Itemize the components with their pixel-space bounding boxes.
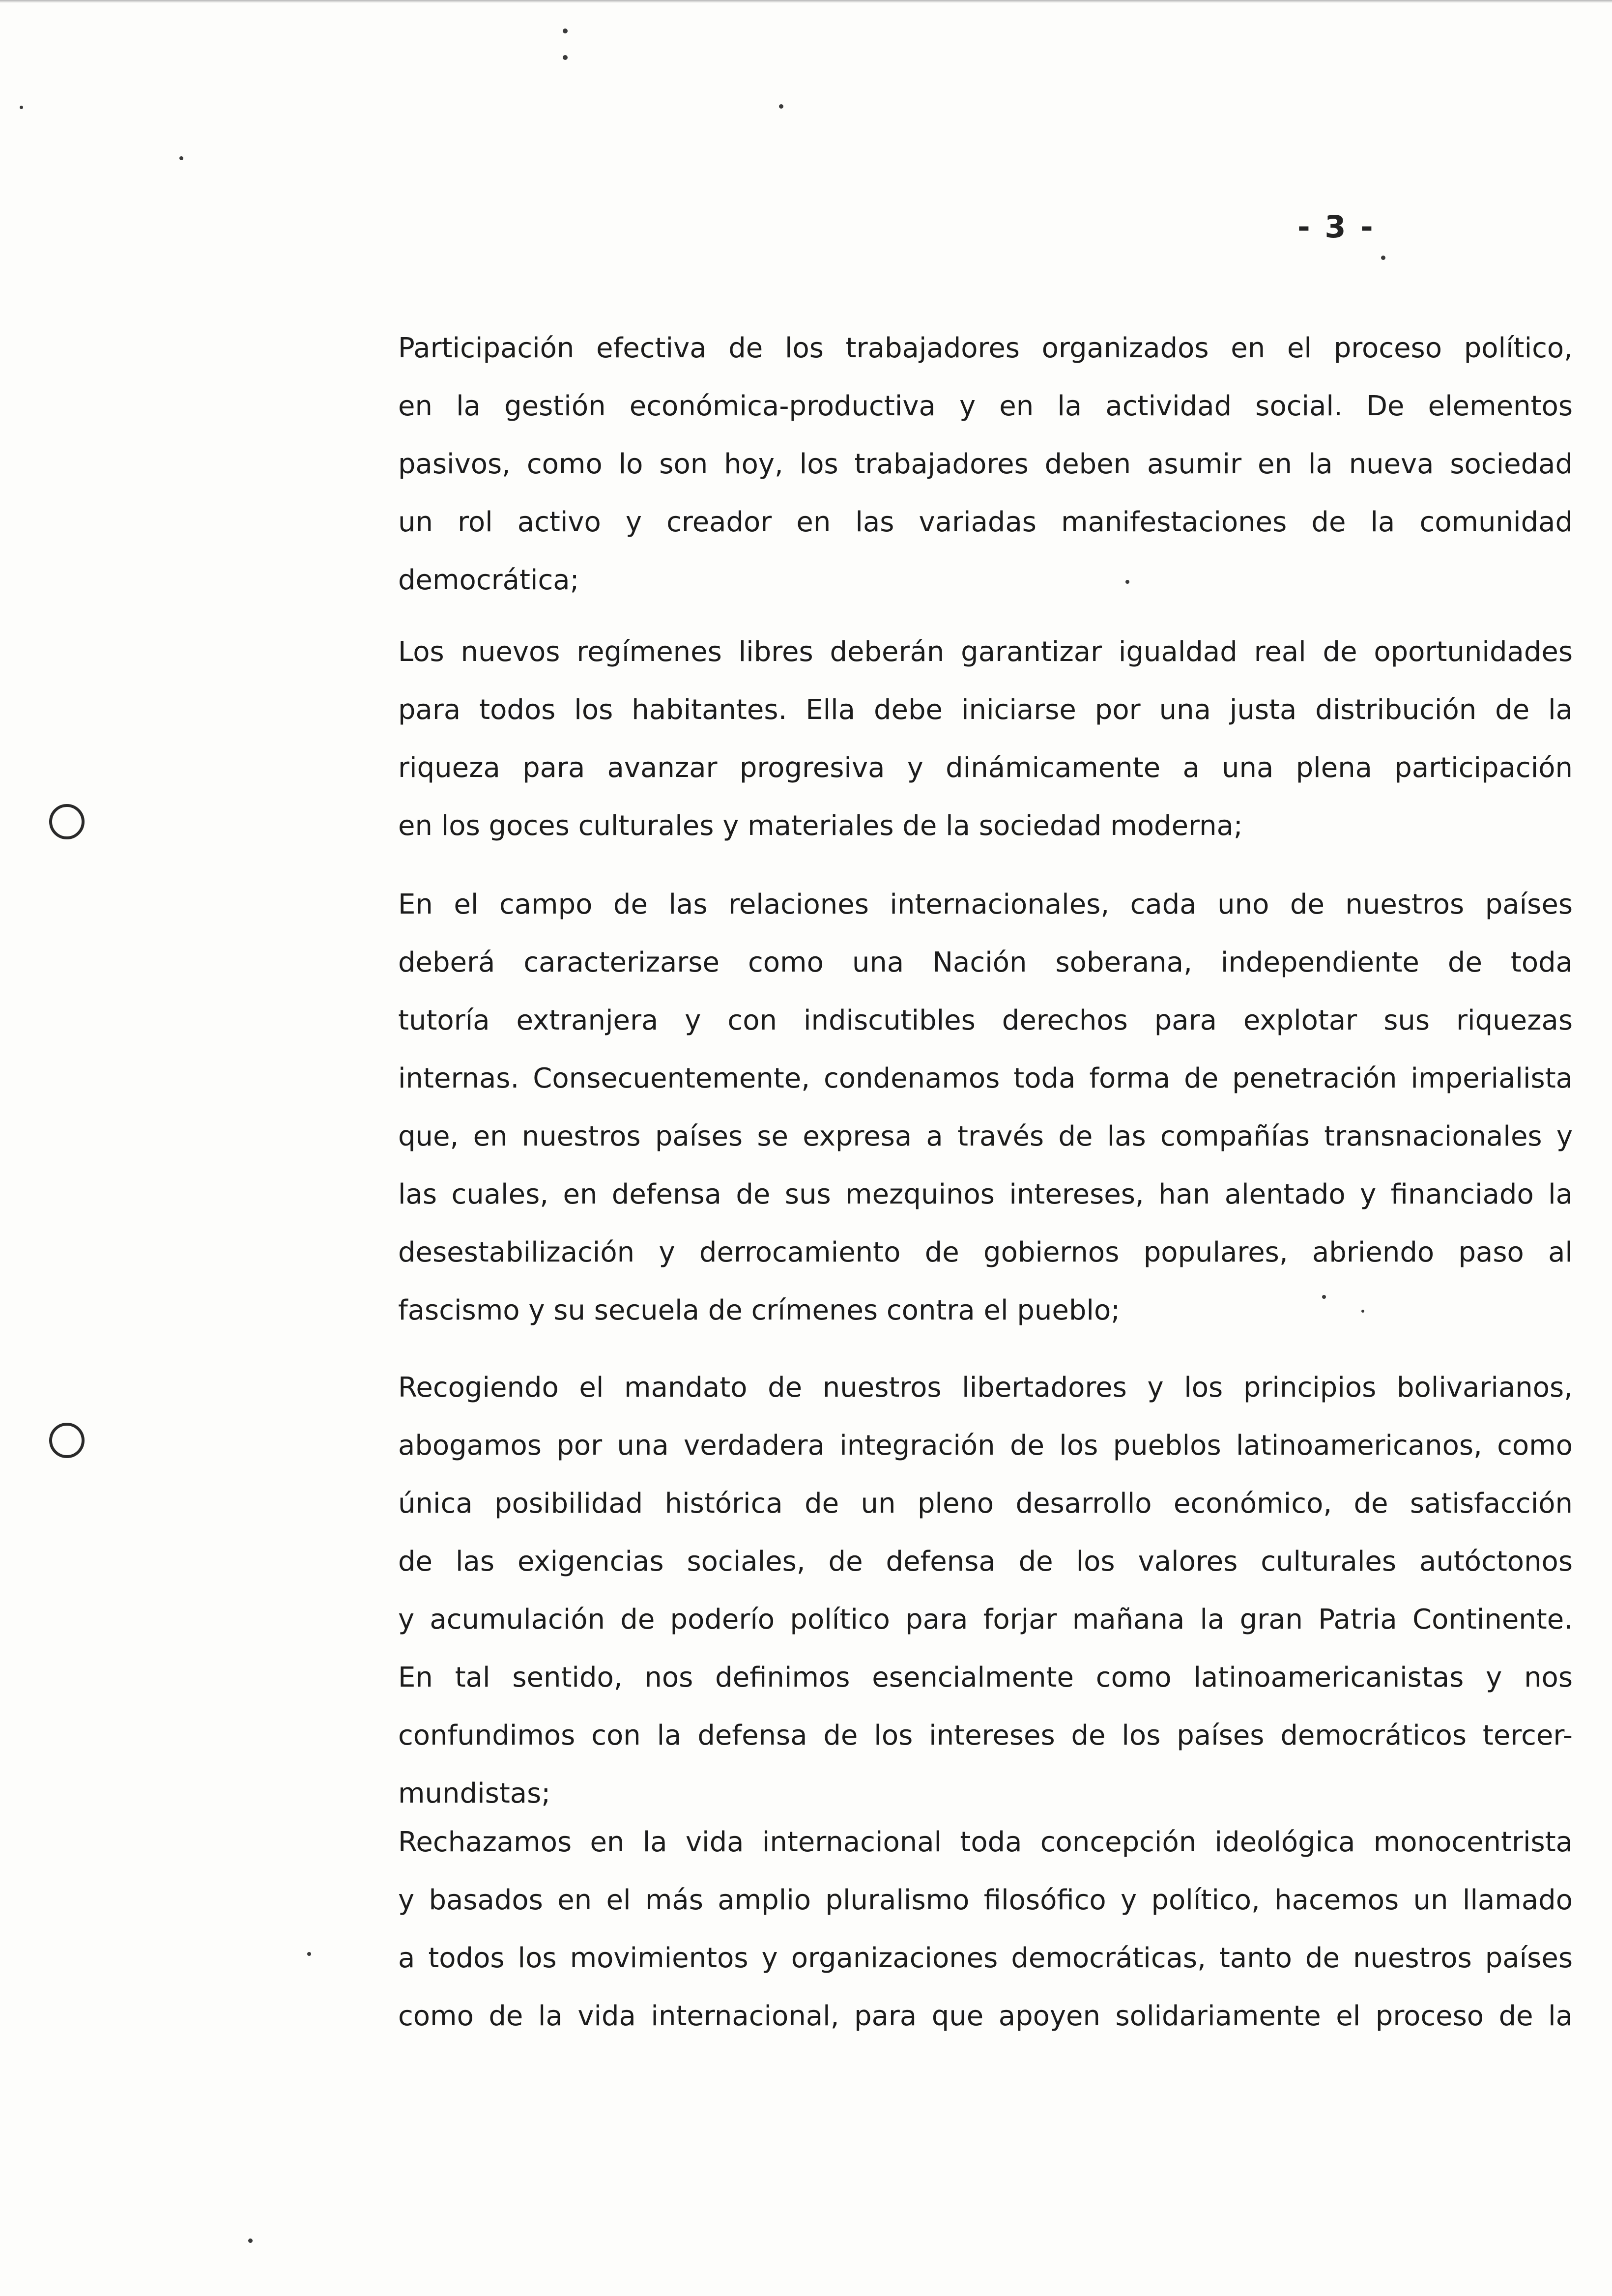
paragraph (398, 319, 1573, 609)
text-line: a todos los movimientos y organizaciones democráticas, tanto de nuestros países (398, 1942, 1573, 1974)
text-line: y basados en el más amplio pluralismo filosófico y político, hacemos un llamado (398, 1884, 1573, 1916)
text-line: confundimos con la defensa de los intereses de los países democráticos tercer- (398, 1720, 1573, 1751)
text-line: un rol activo y creador en las variadas manifestaciones de la comunidad (398, 506, 1573, 538)
paragraph (398, 623, 1573, 855)
scan-speck (563, 55, 568, 60)
text-line: como de la vida internacional, para que apoyen solidariamente el proceso de la (398, 2000, 1573, 2032)
text-line: internas. Consecuentemente, condenamos toda forma de penetración imperialista (398, 1062, 1573, 1094)
paragraph (398, 1359, 1573, 1823)
scan-speck (563, 29, 568, 33)
scan-speck (779, 104, 783, 109)
scan-top-edge (0, 0, 1612, 3)
text-line: Rechazamos en la vida internacional toda concepción ideológica monocentrista (398, 1826, 1573, 1858)
binder-hole (49, 804, 85, 839)
text-line: abogamos por una verdadera integración de los pueblos latinoamericanos, como (398, 1430, 1573, 1462)
text-line: de las exigencias sociales, de defensa de los valores culturales autóctonos (398, 1546, 1573, 1578)
text-line: Participación efectiva de los trabajadores organizados en el proceso político, (398, 332, 1573, 364)
text-line: democrática; (398, 564, 579, 596)
text-line: riqueza para avanzar progresiva y dinámicamente a una plena participación (398, 752, 1573, 784)
scan-speck (307, 1952, 311, 1956)
text-line: para todos los habitantes. Ella debe iniciarse por una justa distribución de la (398, 694, 1573, 726)
text-line: desestabilización y derrocamiento de gobiernos populares, abriendo paso al (398, 1236, 1573, 1268)
binder-hole (49, 1423, 85, 1458)
text-line: las cuales, en defensa de sus mezquinos intereses, han alentado y financiado la (398, 1178, 1573, 1210)
text-line: En el campo de las relaciones internacionales, cada uno de nuestros países (398, 889, 1573, 920)
page-number: - 3 - (1297, 209, 1375, 245)
text-line: En tal sentido, nos definimos esencialmente como latinoamericanistas y nos (398, 1662, 1573, 1693)
text-line: pasivos, como lo son hoy, los trabajadores deben asumir en la nueva sociedad (398, 448, 1573, 480)
text-line: Los nuevos regímenes libres deberán garantizar igualdad real de oportunidades (398, 636, 1573, 668)
text-line: en los goces culturales y materiales de la sociedad moderna; (398, 810, 1243, 842)
text-line: única posibilidad histórica de un pleno desarrollo económico, de satisfacción (398, 1488, 1573, 1520)
text-line: que, en nuestros países se expresa a través de las compañías transnacionales y (398, 1120, 1573, 1152)
text-line: Recogiendo el mandato de nuestros libertadores y los principios bolivarianos, (398, 1372, 1573, 1404)
scan-speck (248, 2239, 253, 2243)
scan-speck (20, 106, 23, 109)
text-line: deberá caracterizarse como una Nación soberana, independiente de toda (398, 947, 1573, 978)
paragraph (398, 1813, 1573, 2045)
paragraph (398, 876, 1573, 1340)
text-line: en la gestión económica-productiva y en la actividad social. De elementos (398, 390, 1573, 422)
text-line: mundistas; (398, 1778, 551, 1809)
text-line: y acumulación de poderío político para forjar mañana la gran Patria Continente. (398, 1604, 1573, 1636)
text-line: tutoría extranjera y con indiscutibles derechos para explotar sus riquezas (398, 1004, 1573, 1036)
text-line: fascismo y su secuela de crímenes contra el pueblo; (398, 1294, 1121, 1326)
scan-speck (1381, 256, 1385, 260)
scan-speck (179, 156, 183, 160)
